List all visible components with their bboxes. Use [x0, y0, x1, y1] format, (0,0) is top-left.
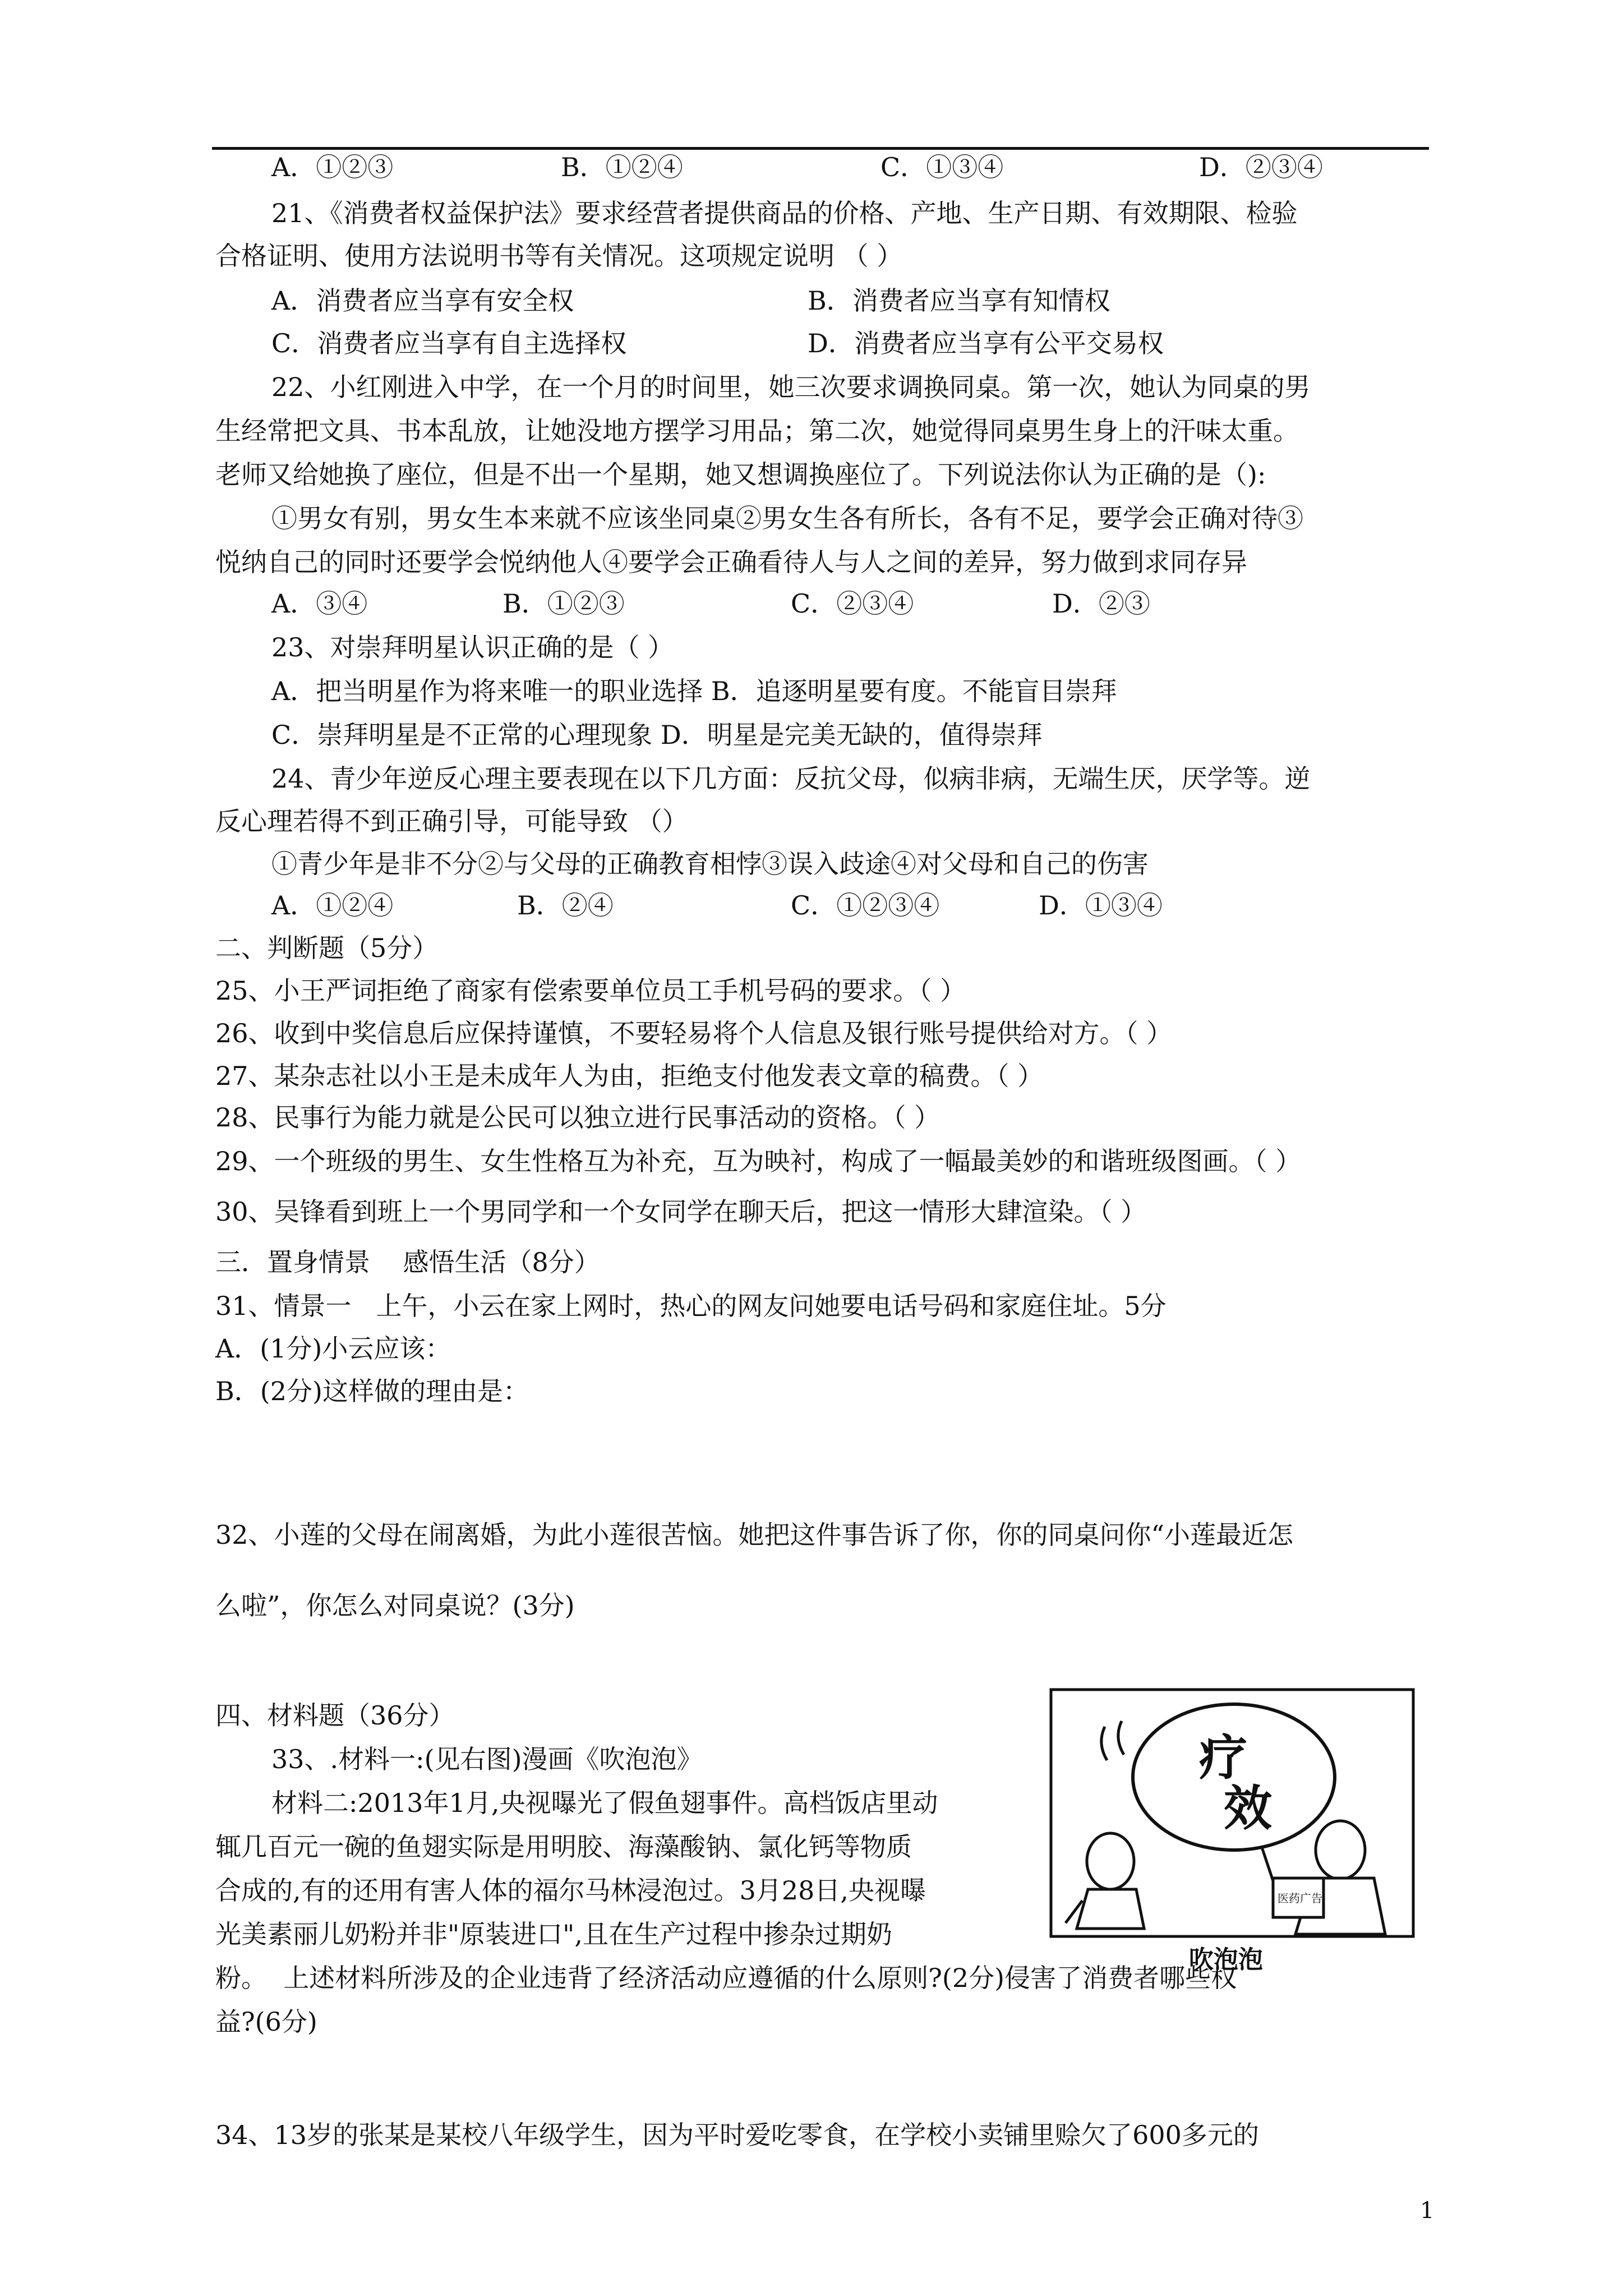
q21-option-b: B．消费者应当享有知情权 [808, 286, 1110, 316]
q23-line-1: 23、对崇拜明星认识正确的是（ ） [271, 632, 674, 662]
section-3-title: 三．置身情景 感悟生活（8分） [215, 1247, 600, 1277]
q22-line-4: ①男女有别，男女生本来就不应该坐同桌②男女生各有所长，各有不足，要学会正确对待③ [271, 503, 1303, 533]
q32-line-1: 32、小莲的父母在闹离婚，为此小莲很苦恼。她把这件事告诉了你，你的同桌问你“小莲最近怎 [215, 1520, 1294, 1550]
q24-option-a: A．①②④ [271, 890, 394, 921]
section-4-title: 四、材料题（36分） [215, 1700, 455, 1731]
q31-b: B．(2分)这样做的理由是： [215, 1376, 529, 1406]
right-figure-head [1316, 1821, 1365, 1879]
q24-line-2: 反心理若得不到正确引导，可能导致 （） [215, 806, 688, 836]
q31-a: A．(1分)小云应该： [215, 1333, 451, 1364]
q24-line-3: ①青少年是非不分②与父母的正确教育相悖③误入歧途④对父母和自己的伤害 [271, 849, 1149, 879]
q32-line-2: 么啦”，你怎么对同桌说？(3分) [215, 1590, 575, 1621]
q21-line-1: 21、《消费者权益保护法》要求经营者提供商品的价格、产地、生产日期、有效期限、检验 [271, 198, 1298, 228]
q20-option-d: D．②③④ [1199, 152, 1323, 182]
balloon-char-1: 疗 [1199, 1730, 1247, 1786]
q33-line-7: 益?(6分) [215, 2007, 317, 2037]
q21-option-c: C．消费者应当享有自主选择权 [271, 328, 627, 358]
q33-line-6: 粉。 上述材料所涉及的企业违背了经济活动应遵循的什么原则?(2分)侵害了消费者哪些权 [215, 1963, 1237, 1993]
q30: 30、吴锋看到班上一个男同学和一个女同学在聊天后，把这一情形大肆渲染。（ ） [215, 1197, 1147, 1227]
q22-option-d: D．②③ [1052, 588, 1150, 619]
left-figure-body [1077, 1889, 1144, 1929]
balloon-char-2: 效 [1224, 1780, 1272, 1837]
q26: 26、收到中奖信息后应保持谨慎，不要轻易将个人信息及银行账号提供给对方。（ ） [215, 1018, 1173, 1048]
q34-line-1: 34、13岁的张某是某校八年级学生，因为平时爱吃零食，在学校小卖铺里赊欠了600多元的 [215, 2120, 1259, 2150]
cartoon-blowing-bubbles [1049, 1687, 1415, 1985]
left-figure-head [1087, 1833, 1134, 1889]
q22-line-5: 悦纳自己的同时还要学会悦纳他人④要学会正确看待人与人之间的差异，努力做到求同存异 [215, 547, 1247, 577]
q22-option-a: A．③④ [271, 588, 368, 619]
q21-option-a: A．消费者应当享有安全权 [271, 286, 574, 316]
q23-options-cd: C．崇拜明星是不正常的心理现象 D．明星是完美无缺的，值得崇拜 [271, 720, 1043, 750]
header-rule [212, 147, 1429, 150]
q33-line-2: 材料二:2013年1月,央视曝光了假鱼翅事件。高档饭店里动 [271, 1788, 938, 1818]
q28: 28、民事行为能力就是公民可以独立进行民事活动的资格。（ ） [215, 1102, 940, 1133]
q33-line-5: 光美素丽儿奶粉并非"原装进口",且在生产过程中掺杂过期奶 [215, 1919, 892, 1949]
q23-options-ab: A．把当明星作为将来唯一的职业选择 B．追逐明星要有度。不能盲目崇拜 [271, 676, 1117, 706]
ad-box-label: 医药广告 [1278, 1892, 1322, 1905]
q24-line-1: 24、青少年逆反心理主要表现在以下几方面：反抗父母，似病非病，无端生厌，厌学等。逆 [271, 763, 1311, 794]
q31: 31、情景一 上午，小云在家上网时，热心的网友问她要电话号码和家庭住址。5分 [215, 1291, 1166, 1321]
cartoon-drawing [1049, 1687, 1415, 1985]
q33-line-3: 辄几百元一碗的鱼翅实际是用明胶、海藻酸钠、氯化钙等物质 [215, 1832, 912, 1862]
q22-option-b: B．①②③ [502, 588, 625, 619]
q22-line-2: 生经常把文具、书本乱放，让她没地方摆学习用品；第二次，她觉得同桌男生身上的汗味太重。 [215, 416, 1299, 446]
q33-line-1: 33、.材料一:(见右图)漫画《吹泡泡》 [271, 1744, 703, 1774]
q20-option-a: A．①②③ [271, 152, 394, 182]
q29: 29、一个班级的男生、女生性格互为补充，互为映衬，构成了一幅最美妙的和谐班级图画。（ ） [215, 1146, 1302, 1176]
q24-option-b: B．②④ [517, 890, 614, 921]
q21-line-2: 合格证明、使用方法说明书等有关情况。这项规定说明 （ ） [215, 241, 903, 271]
page-number: 1 [1420, 2198, 1435, 2224]
q22-line-1: 22、小红刚进入中学，在一个月的时间里，她三次要求调换同桌。第一次，她认为同桌的男 [271, 372, 1311, 402]
q33-line-4: 合成的,有的还用有害人体的福尔马林浸泡过。3月28日,央视曝 [215, 1875, 926, 1906]
q24-option-c: C．①②③④ [791, 890, 940, 921]
q25: 25、小王严词拒绝了商家有偿索要单位员工手机号码的要求。（ ） [215, 976, 966, 1006]
q22-line-3: 老师又给她换了座位，但是不出一个星期，她又想调换座位了。下列说法你认为正确的是（): [215, 459, 1266, 490]
q22-option-c: C．②③④ [791, 588, 914, 619]
section-2-title: 二、判断题（5分） [215, 933, 439, 963]
q24-option-d: D．①③④ [1039, 890, 1163, 921]
q20-option-b: B．①②④ [561, 152, 683, 182]
q20-option-c: C．①③④ [880, 152, 1004, 182]
cartoon-caption: 吹泡泡 [1189, 1945, 1263, 1974]
q21-option-d: D．消费者应当享有公平交易权 [808, 328, 1164, 358]
q27: 27、某杂志社以小王是未成年人为由，拒绝支付他发表文章的稿费。（ ） [215, 1061, 1044, 1091]
